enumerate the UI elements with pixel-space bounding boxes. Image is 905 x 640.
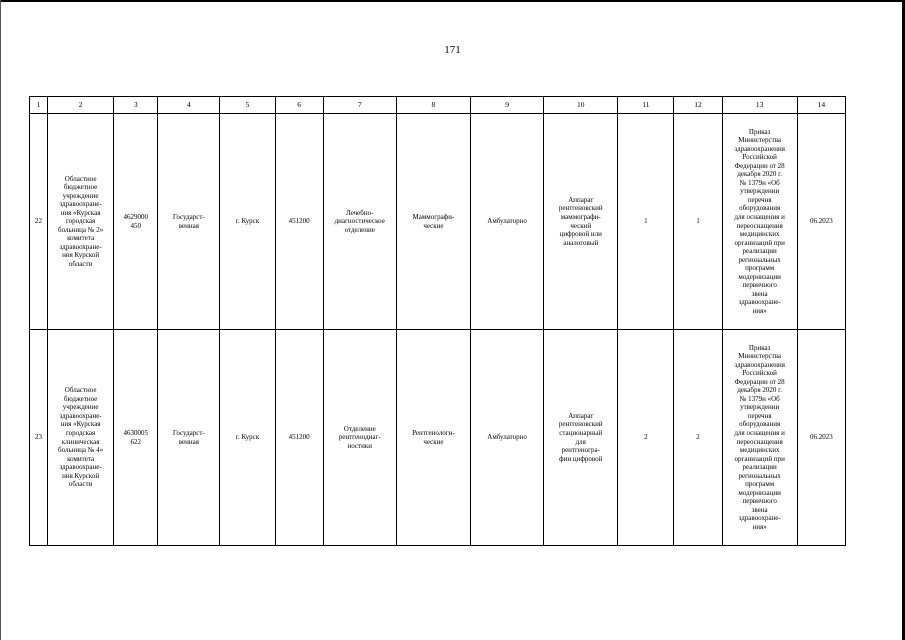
quantity-a: 2 bbox=[644, 433, 648, 442]
organization-name: Областное бюджетное учреждение здравоохране- ния «Курская городская клиническая больница № 4» комитета здравоохране- ния Курской области bbox=[58, 386, 104, 489]
profile-cell bbox=[396, 114, 470, 330]
scan-edge-left bbox=[0, 0, 1, 640]
row-number-cell bbox=[30, 114, 48, 330]
date-cell bbox=[797, 330, 845, 546]
basis-cell bbox=[722, 330, 797, 546]
care-condition: Амбулаторно bbox=[487, 433, 527, 442]
column-header: 8 bbox=[396, 97, 470, 114]
table-row bbox=[30, 114, 846, 330]
column-header: 6 bbox=[275, 97, 323, 114]
ownership-cell bbox=[158, 114, 220, 330]
code-cell bbox=[114, 330, 158, 546]
city-cell bbox=[220, 114, 275, 330]
profile: Рентгенологи- ческие bbox=[412, 428, 455, 446]
legal-basis: Приказ Министерства здравоохранения Российской Федерации от 28 декабря 2020 г. № 1379н «Об утверждении перечня оборудования для оснащения и переоснащения медицинских организаций при реализации региональных программ модернизации первичного звена здравоохране- ния» bbox=[734, 343, 785, 531]
postal-code: 451200 bbox=[288, 433, 310, 442]
ownership-cell bbox=[158, 330, 220, 546]
quantity-b: 1 bbox=[696, 217, 700, 226]
quantity-cell bbox=[618, 330, 674, 546]
date-cell bbox=[797, 114, 845, 330]
care-condition: Амбулаторно bbox=[487, 217, 527, 226]
city: г. Курск bbox=[235, 217, 260, 226]
column-header: 14 bbox=[797, 97, 845, 114]
postal-cell bbox=[275, 330, 323, 546]
department: Отделение рентгенодиаг- ностики bbox=[338, 424, 381, 450]
column-header: 7 bbox=[323, 97, 396, 114]
condition-cell bbox=[471, 114, 544, 330]
equipment-register-table bbox=[29, 96, 846, 546]
department-cell bbox=[323, 330, 396, 546]
column-header: 12 bbox=[674, 97, 722, 114]
table-row bbox=[30, 330, 846, 546]
column-header: 3 bbox=[114, 97, 158, 114]
department-cell bbox=[323, 114, 396, 330]
quantity-cell bbox=[618, 114, 674, 330]
equipment-name: Аппарат рентгеновский маммографи- ческий цифровой или аналоговый bbox=[558, 195, 603, 247]
quantity-b: 2 bbox=[696, 433, 700, 442]
profile: Маммографи- ческие bbox=[412, 212, 455, 230]
column-header: 1 bbox=[30, 97, 48, 114]
column-header: 2 bbox=[48, 97, 114, 114]
equipment-cell bbox=[544, 114, 618, 330]
ownership-type: Государст- венная bbox=[172, 212, 205, 230]
basis-cell bbox=[722, 114, 797, 330]
postal-code: 451200 bbox=[288, 217, 310, 226]
column-header: 13 bbox=[722, 97, 797, 114]
equipment-name: Аппарат рентгеновский стационарный для рентгеногра- фии цифровой bbox=[558, 411, 603, 463]
column-header: 9 bbox=[471, 97, 544, 114]
department: Лечебно- диагностическое отделение bbox=[334, 208, 385, 234]
profile-cell bbox=[396, 330, 470, 546]
column-header-row bbox=[30, 97, 846, 114]
page-number: 171 bbox=[444, 44, 461, 56]
column-header: 4 bbox=[158, 97, 220, 114]
delivery-date: 06.2023 bbox=[810, 433, 833, 442]
city: г. Курск bbox=[235, 433, 260, 442]
column-header: 10 bbox=[544, 97, 618, 114]
legal-basis: Приказ Министерства здравоохранения Российской Федерации от 28 декабря 2020 г. № 1379н «Об утверждении перечня оборудования для оснащения и переоснащения медицинских организаций при реализации региональных программ модернизации первичного звена здравоохране- ния» bbox=[734, 127, 785, 315]
condition-cell bbox=[471, 330, 544, 546]
organization-code: 4630005 622 bbox=[123, 428, 148, 446]
organization-code: 4629000 450 bbox=[123, 212, 148, 230]
quantity-cell bbox=[674, 114, 722, 330]
row-number: 23 bbox=[35, 433, 43, 442]
column-header: 11 bbox=[618, 97, 674, 114]
organization-name: Областное бюджетное учреждение здравоохране- ния «Курская городская больница № 2» комитета здравоохране- ния Курской области bbox=[58, 174, 104, 268]
column-header: 5 bbox=[220, 97, 275, 114]
quantity-cell bbox=[674, 330, 722, 546]
code-cell bbox=[114, 114, 158, 330]
organization-cell bbox=[48, 330, 114, 546]
ownership-type: Государст- венная bbox=[172, 428, 205, 446]
city-cell bbox=[220, 330, 275, 546]
equipment-cell bbox=[544, 330, 618, 546]
delivery-date: 06.2023 bbox=[810, 217, 833, 226]
postal-cell bbox=[275, 114, 323, 330]
scan-edge-top bbox=[0, 0, 905, 2]
organization-cell bbox=[48, 114, 114, 330]
row-number-cell bbox=[30, 330, 48, 546]
row-number: 22 bbox=[35, 217, 43, 226]
quantity-a: 1 bbox=[644, 217, 648, 226]
